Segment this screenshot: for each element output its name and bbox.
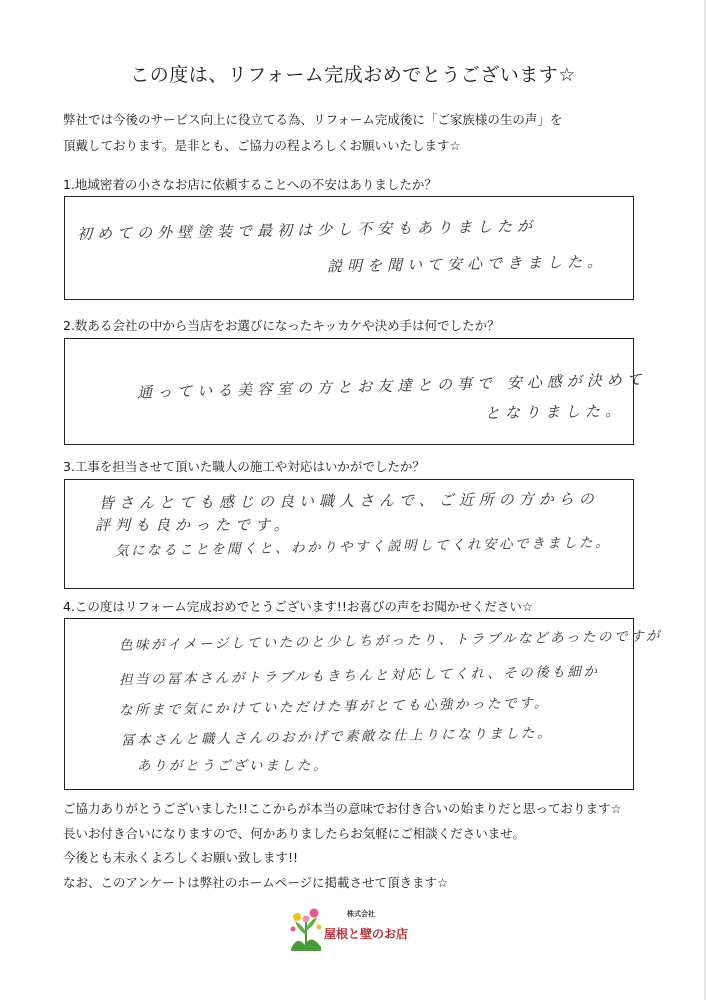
answer-box-4 xyxy=(64,618,663,790)
question-1: 1.地域密着の小さなお店に依頼することへの不安はありましたか？ xyxy=(63,177,437,192)
logo-name: 屋根と壁のお店 xyxy=(324,927,409,941)
logo-small-text: 株式会社 xyxy=(347,910,375,918)
answer-box-2 xyxy=(64,338,647,445)
answer-2-line: 通っている美容室の方とお友達との事で 安心感が決めて xyxy=(136,370,647,402)
answer-4-line: 担当の冨本さんがトラブルもきちんと対応してくれ、その後も細か xyxy=(118,663,600,689)
intro-text xyxy=(63,107,663,159)
company-logo xyxy=(287,905,427,955)
answer-box-1 xyxy=(64,196,634,300)
answer-2-line: となりました。 xyxy=(484,401,626,423)
answer-3-line: 皆さんとても感じの良い職人さんで、ご近所の方からの xyxy=(98,489,599,513)
answer-box-3 xyxy=(64,479,634,589)
closing-line: 長いお付き合いになりますので、何かありましたらお気軽にご相談くださいませ。 xyxy=(63,825,525,841)
page-title: この度は、リフォーム完成おめでとうございます☆ xyxy=(130,64,576,86)
answer-4-line: 冨本さんと職人さんのおかげで素敵な仕上りになりました。 xyxy=(120,725,554,749)
question-4: 4.この度はリフォーム完成おめでとうございます!!お喜びの声をお聞かせください☆ xyxy=(63,599,534,614)
answer-3-line: 評判も良かったです。 xyxy=(95,516,294,534)
answer-3-line: 気になることを聞くと、わかりやすく説明してくれ安心できました。 xyxy=(114,534,612,560)
answer-1-line: 説明を聞いて安心できました。 xyxy=(326,252,608,276)
answer-1-line: 初めての外壁塗装で最初は少し不安もありましたが xyxy=(76,216,538,244)
intro-line: 頂戴しております。是非とも、ご協力の程よろしくお願いいたします☆ xyxy=(63,138,461,153)
answer-4-line: 色味がイメージしていたのと少しちがったり、トラブルなどあったのですが xyxy=(118,628,663,654)
closing-text xyxy=(63,797,683,895)
closing-line: 今後とも末永くよろしくお願い致します!! xyxy=(63,850,299,865)
flower-house-logo-icon xyxy=(287,905,325,951)
answer-4-line: ありがとうございました。 xyxy=(137,758,329,774)
answer-4-line: な所まで気にかけていただけた事がとても心強かったです。 xyxy=(118,695,551,719)
question-3: 3.工事を担当させて頂いた職人の施工や対応はいかがでしたか？ xyxy=(63,459,425,474)
question-2: 2.数ある会社の中から当店をお選びになったキッカケや決め手は何でしたか？ xyxy=(63,318,500,333)
closing-line: ご協力ありがとうございました!!ここからが本当の意味でお付き合いの始まりだと思っております☆ xyxy=(63,801,622,816)
closing-line: なお、このアンケートは弊社のホームページに掲載させて頂きます☆ xyxy=(63,874,449,890)
intro-line: 弊社では今後のサービス向上に役立てる為、リフォーム完成後に「ご家族様の生の声」を xyxy=(63,112,563,127)
